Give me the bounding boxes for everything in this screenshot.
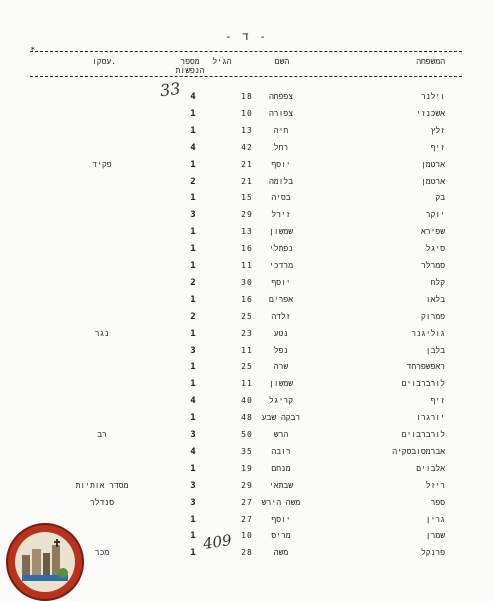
- age-cell: 48: [241, 413, 253, 423]
- surname-cell: גרין: [425, 514, 445, 524]
- name-cell: זירל: [271, 210, 291, 220]
- count-cell: 1: [190, 328, 196, 339]
- count-cell: 1: [190, 227, 196, 238]
- name-cell: יוסף: [271, 277, 291, 287]
- count-cell: 1: [190, 193, 196, 204]
- surname-cell: קלח: [430, 277, 445, 287]
- name-cell: הרש: [273, 430, 289, 439]
- city-skyline-logo-icon: [8, 525, 82, 599]
- count-cell: 1: [190, 159, 196, 170]
- count-cell: 3: [190, 210, 196, 221]
- surname-cell: שמרן: [425, 531, 445, 541]
- surname-cell: סמרלר: [420, 261, 445, 270]
- count-cell: 1: [190, 244, 196, 255]
- surname-cell: בק: [435, 193, 445, 203]
- age-cell: 23: [241, 328, 253, 338]
- age-cell: 27: [241, 514, 253, 524]
- age-cell: 18: [241, 92, 253, 101]
- occupation-cell: רב: [97, 430, 107, 439]
- count-cell: 1: [190, 125, 196, 136]
- count-cell: 1: [190, 261, 196, 271]
- column-header-name: השם: [274, 57, 290, 66]
- name-cell: יוסף: [271, 159, 291, 169]
- surname-cell: ארטמן: [420, 176, 445, 186]
- age-cell: 11: [241, 345, 253, 355]
- age-cell: 25: [241, 362, 253, 372]
- count-cell: 1: [190, 294, 196, 305]
- count-cell: 1: [190, 108, 196, 119]
- surname-cell: ריזל: [425, 480, 445, 490]
- surname-cell: פרנקל: [420, 548, 445, 558]
- age-cell: 25: [241, 311, 253, 321]
- surname-cell: ראפשפרחד: [406, 362, 445, 372]
- count-cell: 1: [190, 413, 196, 424]
- surname-cell: יוקר: [425, 210, 445, 220]
- name-cell: בלומה: [268, 176, 294, 186]
- age-cell: 19: [241, 463, 253, 473]
- surname-cell: ספר: [430, 497, 445, 507]
- name-cell: חיה: [273, 125, 289, 135]
- count-cell: 3: [190, 430, 196, 440]
- surname-cell: בלאו: [425, 294, 445, 304]
- name-cell: רחל: [273, 142, 289, 152]
- name-cell: אפרים: [268, 294, 294, 304]
- count-cell: 4: [190, 396, 196, 407]
- surname-cell: פמרוק: [420, 311, 445, 321]
- age-cell: 29: [241, 480, 253, 490]
- name-cell: משה הירש: [261, 497, 301, 507]
- age-cell: 30: [241, 277, 253, 287]
- count-cell: 4: [190, 92, 196, 102]
- count-cell: 3: [190, 497, 196, 508]
- name-cell: רובה: [271, 446, 291, 456]
- count-cell: 1: [190, 379, 196, 390]
- handwritten-mark-bottom: 409: [201, 531, 233, 553]
- count-cell: 4: [190, 142, 196, 153]
- age-cell: 16: [241, 244, 253, 254]
- occupation-cell: מכר: [94, 548, 110, 558]
- age-cell: 42: [241, 142, 253, 152]
- site-logo-badge: [6, 523, 84, 601]
- count-cell: 2: [190, 176, 196, 187]
- name-cell: מרדכי: [268, 261, 294, 270]
- count-cell: 1: [190, 548, 196, 559]
- occupation-cell: נגר: [94, 328, 110, 338]
- name-cell: רבקה שבע: [261, 413, 301, 423]
- surname-cell: גוליגנר: [411, 328, 445, 338]
- surname-cell: זיף: [430, 142, 445, 152]
- count-cell: 4: [190, 446, 196, 457]
- column-header-count: [176, 57, 205, 75]
- page-number: - ד -: [224, 30, 269, 43]
- header-rule-bottom: [30, 76, 462, 77]
- count-cell: 3: [190, 345, 196, 356]
- column-header-occupation: עסקו.: [91, 57, 117, 66]
- age-cell: 11: [241, 261, 253, 270]
- count-cell: 2: [190, 277, 196, 288]
- column-header-count-line2: הנפשות: [175, 66, 205, 75]
- age-cell: 10: [241, 108, 253, 118]
- name-cell: זלדה: [271, 311, 291, 321]
- name-cell: שרה: [273, 362, 289, 372]
- age-cell: 15: [241, 193, 253, 203]
- age-cell: 21: [241, 176, 253, 186]
- count-cell: 1: [190, 514, 196, 525]
- name-cell: משה: [273, 548, 289, 558]
- surname-cell: יורגרו: [416, 413, 445, 423]
- surname-cell: אברמסובסקיה: [392, 446, 445, 456]
- name-cell: מנחם: [271, 463, 291, 473]
- count-cell: 2: [190, 311, 196, 322]
- surname-cell: ארטמן: [420, 159, 445, 169]
- name-cell: נפל: [273, 345, 289, 355]
- count-cell: 3: [190, 480, 196, 491]
- name-cell: נפתלי: [268, 244, 294, 254]
- surname-cell: וילנר: [420, 92, 445, 101]
- name-cell: קריגל: [268, 396, 294, 406]
- surname-cell: אשכנזי: [416, 108, 445, 118]
- column-header-age: הגיל: [212, 57, 232, 66]
- count-cell: 1: [190, 463, 196, 474]
- column-header-surname: המשפחה: [416, 57, 445, 66]
- surname-cell: אלבוים: [416, 463, 445, 473]
- name-cell: שבתאי: [268, 480, 294, 490]
- count-cell: 1: [190, 531, 196, 542]
- surname-cell: זלץ: [430, 125, 445, 135]
- name-cell: צפפחה: [268, 92, 294, 101]
- surname-cell: לורברבוים: [401, 379, 445, 389]
- age-cell: 16: [241, 294, 253, 304]
- name-cell: מריס: [271, 531, 291, 541]
- age-cell: 13: [241, 227, 253, 237]
- occupation-cell: סנדלר: [89, 497, 115, 507]
- name-cell: צפורה: [268, 108, 294, 118]
- surname-cell: שפירא: [420, 227, 445, 237]
- age-cell: 40: [241, 396, 253, 406]
- count-cell: 1: [190, 362, 196, 373]
- column-header-count-line1: מספר: [180, 57, 200, 66]
- age-cell: 11: [241, 379, 253, 389]
- age-cell: 28: [241, 548, 253, 558]
- age-cell: 50: [241, 430, 253, 439]
- occupation-cell: מסדר אותיות: [75, 480, 129, 490]
- surname-cell: בלבן: [425, 345, 445, 355]
- age-cell: 27: [241, 497, 253, 507]
- name-cell: שמשון: [268, 379, 294, 389]
- header-rule-top: [30, 51, 462, 52]
- surname-cell: לורברבוים: [401, 430, 445, 439]
- age-cell: 13: [241, 125, 253, 135]
- occupation-cell: פקיד: [92, 159, 112, 169]
- age-cell: 29: [241, 210, 253, 220]
- name-cell: בסיה: [271, 193, 291, 203]
- surname-cell: זיף: [430, 396, 445, 406]
- age-cell: 21: [241, 159, 253, 169]
- name-cell: יוסף: [271, 514, 291, 524]
- age-cell: 35: [241, 446, 253, 456]
- surname-cell: סיגל: [425, 244, 445, 254]
- corner-mark: *: [30, 46, 36, 56]
- name-cell: שמשון: [268, 227, 294, 237]
- handwritten-mark-top: 33: [158, 78, 182, 101]
- name-cell: נטע: [273, 328, 289, 338]
- age-cell: 10: [241, 531, 253, 541]
